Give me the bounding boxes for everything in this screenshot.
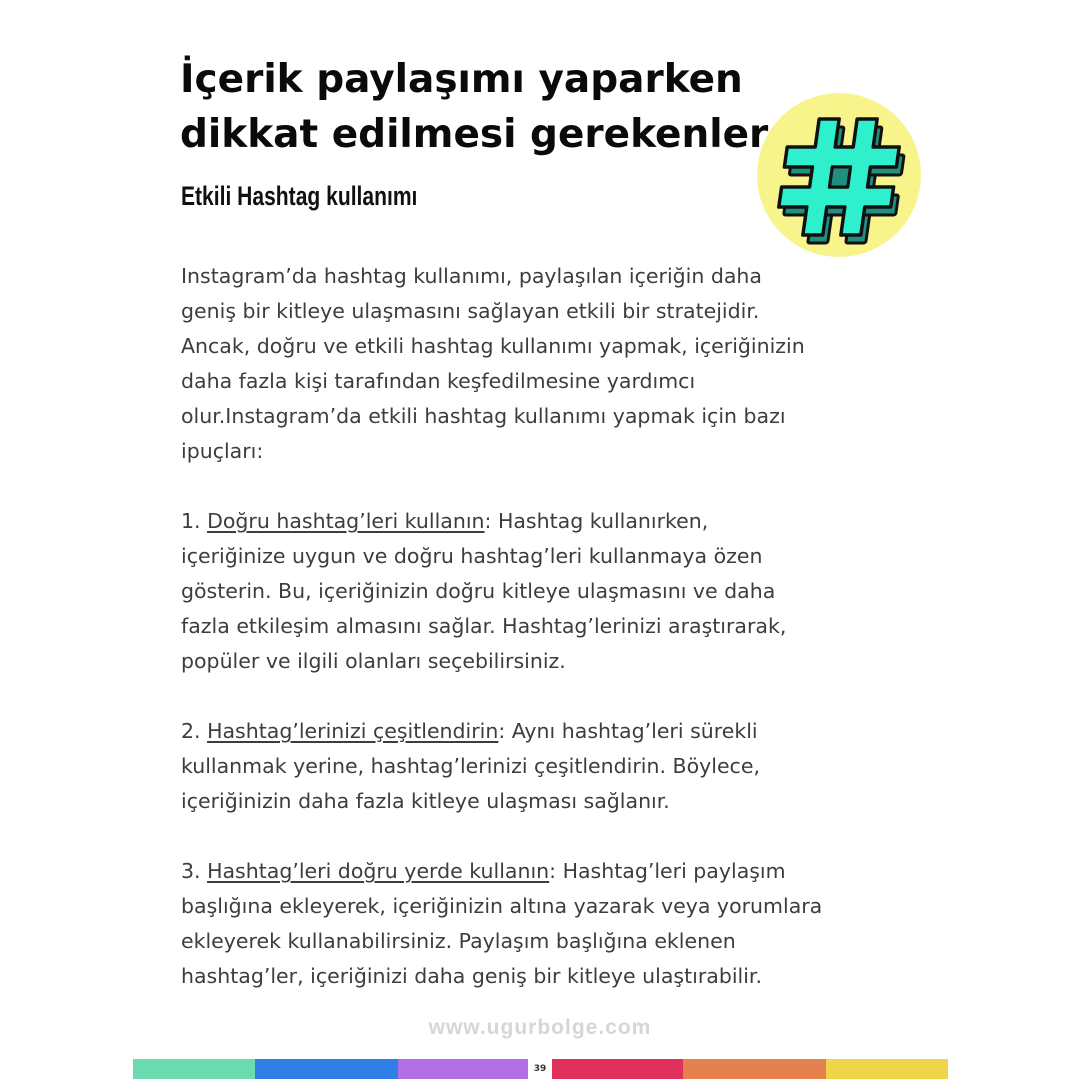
text-line: başlığına ekleyerek, içeriğinizin altına yazarak veya yorumlara: [181, 894, 823, 918]
text-line: daha fazla kişi tarafından keşfedilmesine yardımcı: [181, 369, 696, 393]
tip-1-first-line: [181, 504, 901, 539]
page-title-line-1: İçerik paylaşımı yaparken: [180, 57, 743, 102]
hashtag-icon: [757, 93, 921, 257]
tip-2-first-line: [181, 714, 901, 749]
text-line: olur.Instagram’da etkili hashtag kullanımı yapmak için bazı: [181, 404, 786, 428]
text-line: gösterin. Bu, içeriğinizin doğru kitleye ulaşmasını ve daha: [181, 579, 776, 603]
tip-3-heading: Hashtag’leri doğru yerde kullanın: [207, 859, 550, 883]
tip-3-first-line: [181, 854, 901, 889]
footer-bar-segment: [398, 1059, 528, 1079]
tip-3-number: 3.: [181, 859, 208, 883]
section-subtitle: Etkili Hashtag kullanımı: [181, 181, 418, 211]
page-title-line-2: dikkat edilmesi gerekenler: [180, 112, 769, 157]
tip-1-first-line-rest: : Hashtag kullanırken,: [484, 509, 709, 533]
text-line: Instagram’da hashtag kullanımı, paylaşılan içeriğin daha: [181, 264, 762, 288]
tip-1-number: 1.: [181, 509, 208, 533]
article-body: [181, 259, 901, 994]
tip-2-heading: Hashtag’lerinizi çeşitlendirin: [207, 719, 499, 743]
tip-2-paragraph: [181, 714, 901, 819]
text-line: geniş bir kitleye ulaşmasını sağlayan etkili bir stratejidir.: [181, 299, 760, 323]
intro-paragraph: [181, 259, 901, 469]
text-line: Ancak, doğru ve etkili hashtag kullanımı yapmak, içeriğinizin: [181, 334, 805, 358]
text-line: ekleyerek kullanabilirsiniz. Paylaşım başlığına eklenen: [181, 929, 736, 953]
text-line: içeriğinize uygun ve doğru hashtag’leri kullanmaya özen: [181, 544, 763, 568]
text-line: popüler ve ilgili olanları seçebilirsiniz.: [181, 649, 566, 673]
footer-bar-segment: [255, 1059, 398, 1079]
text-line: içeriğinizin daha fazla kitleye ulaşması sağlanır.: [181, 789, 670, 813]
tip-2-first-line-rest: : Aynı hashtag’leri sürekli: [498, 719, 758, 743]
tip-2-number: 2.: [181, 719, 208, 743]
text-line: fazla etkileşim almasını sağlar. Hashtag’lerinizi araştırarak,: [181, 614, 787, 638]
text-line: hashtag’ler, içeriğinizi daha geniş bir kitleye ulaştırabilir.: [181, 964, 762, 988]
page-title: [180, 52, 780, 162]
footer-bar-segment: [826, 1059, 948, 1079]
website-url: www.ugurbolge.com: [428, 1016, 652, 1039]
footer-bar-segment: [683, 1059, 826, 1079]
tip-1-paragraph: [181, 504, 901, 679]
text-line: kullanmak yerine, hashtag’lerinizi çeşitlendirin. Böylece,: [181, 754, 760, 778]
text-line: ipuçları:: [181, 439, 264, 463]
tip-3-first-line-rest: : Hashtag’leri paylaşım: [549, 859, 786, 883]
footer-bar-segment: [133, 1059, 255, 1079]
page-number: 39: [528, 1059, 552, 1079]
tip-1-heading: Doğru hashtag’leri kullanın: [207, 509, 485, 533]
tip-3-paragraph: [181, 854, 901, 994]
